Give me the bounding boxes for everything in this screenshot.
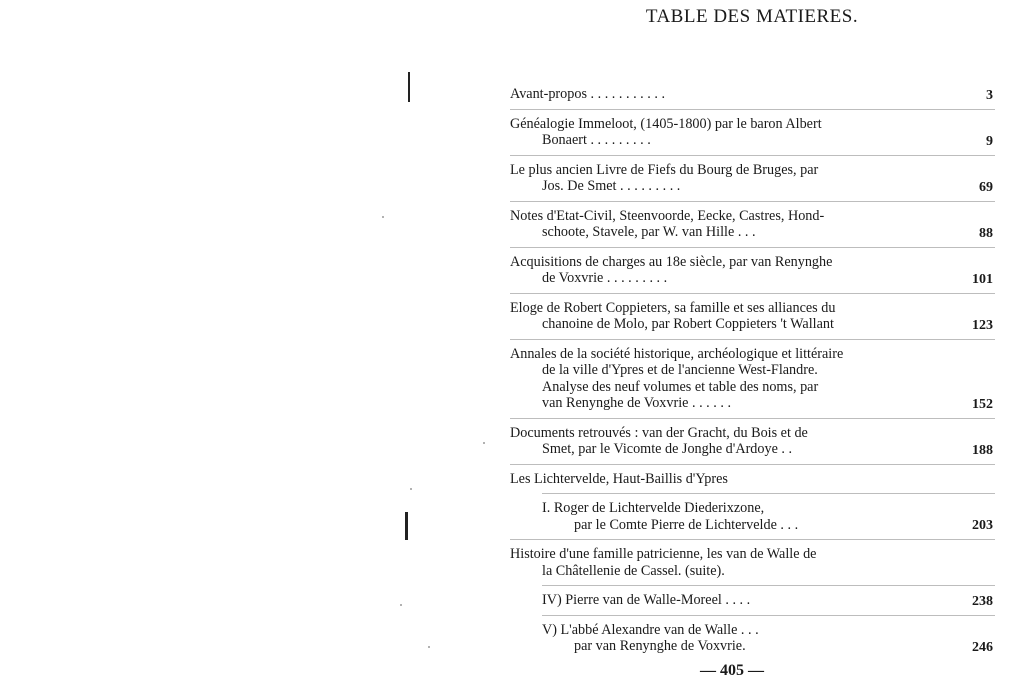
entry-title [510, 425, 995, 458]
toc-entry [510, 201, 995, 247]
page-number: — 405 — [700, 662, 764, 679]
entry-line: I. Roger de Lichtervelde Diederixzone, [542, 500, 765, 516]
entry-line: chanoine de Molo, par Robert Coppieters 't Wallant [542, 316, 834, 332]
page-title: TABLE DES MATIERES. [645, 6, 859, 27]
toc-entry [510, 293, 995, 339]
entry-line: Les Lichtervelde, Haut-Baillis d'Ypres [510, 470, 728, 487]
entry-page-number: 203 [972, 518, 993, 533]
entry-line: Avant-propos . . . . . . . . . . . [510, 86, 665, 102]
entry-line: la Châtellenie de Cassel. (suite). [542, 562, 725, 579]
margin-mark [408, 72, 410, 102]
entry-title [542, 622, 995, 655]
entry-title [510, 162, 995, 195]
entry-line: van Renynghe de Voxvrie . . . . . . [542, 395, 732, 411]
entry-page-number: 123 [972, 317, 993, 333]
table-of-contents [510, 80, 995, 661]
speck [400, 604, 402, 606]
entry-line: schoote, Stavele, par W. van Hille . . . [542, 224, 756, 240]
entry-title [510, 300, 995, 333]
entry-page-number: 101 [972, 271, 993, 287]
entry-title [510, 116, 995, 149]
entry-page-number: 88 [979, 225, 993, 241]
entry-line: Eloge de Robert Coppieters, sa famille et ses alliances du [510, 299, 836, 316]
toc-entry [542, 615, 995, 661]
toc-entry [542, 493, 995, 539]
entry-line: Jos. De Smet . . . . . . . . . [542, 178, 681, 194]
entry-line: Généalogie Immeloot, (1405-1800) par le baron Albert [510, 115, 822, 132]
entry-line: par le Comte Pierre de Lichtervelde . . . [574, 516, 799, 533]
entry-line: Annales de la société historique, archéologique et littéraire [510, 345, 844, 362]
entry-line: Smet, par le Vicomte de Jonghe d'Ardoye . . [542, 441, 793, 457]
entry-line: V) L'abbé Alexandre van de Walle . . . [542, 621, 759, 638]
entry-page-number: 188 [972, 442, 993, 458]
speck [410, 488, 412, 490]
entry-page-number: 3 [986, 87, 993, 103]
margin-mark [405, 512, 408, 540]
entry-title [510, 471, 995, 488]
entry-title [510, 546, 995, 579]
toc-entry [542, 585, 995, 615]
entry-line: de Voxvrie . . . . . . . . . [542, 270, 668, 286]
entry-page-number: 238 [972, 593, 993, 609]
toc-entry [510, 109, 995, 155]
toc-entry [510, 247, 995, 293]
toc-entry [510, 418, 995, 464]
entry-title [510, 254, 995, 287]
entry-line: Analyse des neuf volumes et table des noms, par [542, 378, 819, 395]
entry-line: par van Renynghe de Voxvrie. [574, 638, 746, 654]
entry-title [510, 346, 995, 412]
entry-page-number: 69 [979, 179, 993, 195]
speck [382, 216, 384, 218]
entry-line: Documents retrouvés : van der Gracht, du Bois et de [510, 424, 808, 441]
entry-title [510, 86, 995, 103]
entry-title [542, 592, 995, 609]
toc-entry [510, 80, 995, 109]
entry-page-number: 9 [986, 133, 993, 149]
speck [483, 442, 485, 444]
toc-entry [510, 464, 995, 494]
entry-page-number: 152 [972, 396, 993, 412]
entry-line: Bonaert . . . . . . . . . [542, 132, 651, 148]
toc-entry [510, 155, 995, 201]
entry-line: Notes d'Etat-Civil, Steenvoorde, Eecke, Castres, Hond- [510, 207, 825, 224]
toc-entry [510, 539, 995, 585]
entry-page-number: 246 [972, 639, 993, 655]
entry-title [510, 208, 995, 241]
entry-line: Acquisitions de charges au 18e siècle, par van Renynghe [510, 253, 833, 270]
entry-line: Le plus ancien Livre de Fiefs du Bourg de Bruges, par [510, 161, 819, 178]
entry-line: de la ville d'Ypres et de l'ancienne West-Flandre. [542, 362, 818, 378]
entry-line: Histoire d'une famille patricienne, les van de Walle de [510, 546, 817, 562]
entry-line: IV) Pierre van de Walle-Moreel . . . . [542, 592, 751, 608]
toc-entry [510, 339, 995, 418]
speck [428, 646, 430, 648]
entry-title [542, 500, 995, 533]
